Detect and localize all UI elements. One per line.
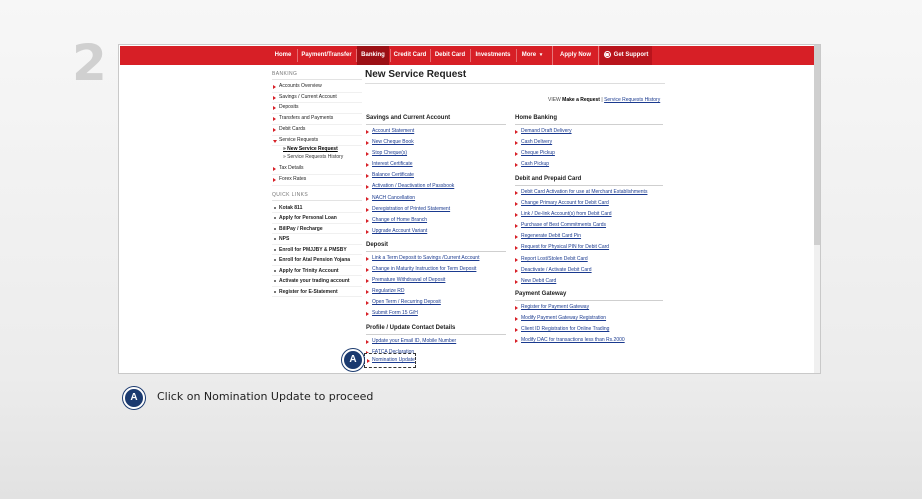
link-maturity-instruction[interactable]: Change in Maturity Instruction for Term Deposit [366, 264, 506, 275]
link-nach-cancellation[interactable]: NACH Cancellation [366, 193, 506, 204]
nav-debit-card[interactable]: Debit Card [434, 52, 466, 58]
scrollbar[interactable] [814, 45, 820, 374]
section-heading: Savings and Current Account [366, 115, 506, 125]
link-modify-dac[interactable]: Modify DAC for transactions less than Rs.2000 [515, 335, 663, 346]
sidebar-item-service-requests[interactable]: Service Requests [272, 136, 362, 147]
quick-link-kotak-811[interactable]: Kotak 811 [272, 203, 362, 214]
sidebar-item-savings-current[interactable]: Savings / Current Account [272, 93, 362, 104]
link-client-id-registration[interactable]: Client ID Registration for Online Trading [515, 324, 663, 335]
sidebar-item-tax-details[interactable]: Tax Details [272, 164, 362, 175]
sidebar-item-transfers-payments[interactable]: Transfers and Payments [272, 114, 362, 125]
page-title: New Service Request [365, 69, 665, 84]
section-debit-prepaid [515, 176, 663, 287]
link-balance-certificate[interactable]: Balance Certificate [366, 170, 506, 181]
link-debit-card-activation[interactable]: Debit Card Activation for use at Merchant Establishments [515, 187, 663, 198]
sidebar-subitem-label: New Service Request [287, 146, 338, 153]
section-savings-current [366, 115, 506, 237]
view-switcher [548, 97, 660, 103]
quick-links-heading: QUICK LINKS [272, 192, 362, 201]
nomination-update-link[interactable]: Nomination Update [364, 353, 416, 368]
instruction-caption: Click on Nomination Update to proceed [157, 390, 374, 403]
link-link-delink-account[interactable]: Link / De-link Account(s) from Debit Card [515, 209, 663, 220]
link-update-email-mobile[interactable]: Update your Email ID, Mobile Number [366, 336, 506, 347]
quick-link-nps[interactable]: NPS [272, 234, 362, 245]
nav-credit-card[interactable]: Credit Card [393, 52, 427, 58]
view-history-link[interactable]: Service Requests History [604, 97, 661, 103]
sidebar-item-debit-cards[interactable]: Debit Cards [272, 125, 362, 136]
section-payment-gateway [515, 291, 663, 346]
link-account-statement[interactable]: Account Statement [366, 126, 506, 137]
link-cash-delivery[interactable]: Cash Delivery [515, 137, 663, 148]
link-regenerate-pin[interactable]: Regenerate Debit Card Pin [515, 231, 663, 242]
view-make-request[interactable]: Make a Request [562, 97, 600, 103]
nav-investments[interactable]: Investments [475, 52, 511, 58]
nav-more-label: More [521, 52, 537, 58]
nav-payment-transfer[interactable]: Payment/Transfer [301, 52, 352, 58]
section-home-banking [515, 115, 663, 170]
browser-screenshot [118, 44, 821, 374]
link-deactivate-card[interactable]: Deactivate / Activate Debit Card [515, 265, 663, 276]
quick-link-trading[interactable]: Activate your trading account [272, 276, 362, 287]
quick-link-personal-loan[interactable]: Apply for Personal Loan [272, 213, 362, 224]
sidebar-subitem-service-history[interactable]: » Service Requests History [283, 153, 344, 160]
sidebar-item-accounts-overview[interactable]: Accounts Overview [272, 82, 362, 93]
left-sidebar [272, 71, 362, 297]
main-content [365, 69, 665, 84]
link-deregistration-statement[interactable]: Deregistration of Printed Statement [366, 204, 506, 215]
apply-now-button[interactable]: Apply Now [552, 46, 599, 65]
link-report-lost-card[interactable]: Report Lost/Stolen Debit Card [515, 254, 663, 265]
link-interest-certificate[interactable]: Interest Certificate [366, 159, 506, 170]
link-premature-withdrawal[interactable]: Premature Withdrawal of Deposit [366, 275, 506, 286]
section-deposit [366, 242, 506, 320]
link-term-deposit-savings[interactable]: Link a Term Deposit to Savings /Current Account [366, 253, 506, 264]
link-change-primary-account[interactable]: Change Primary Account for Debit Card [515, 198, 663, 209]
banking-heading: BANKING [272, 71, 362, 80]
section-heading: Deposit [366, 242, 506, 252]
link-physical-pin[interactable]: Request for Physical PIN for Debit Card [515, 242, 663, 253]
support-icon: ☎ [604, 51, 610, 57]
quick-link-e-statement[interactable]: Register for E-Statement [272, 287, 362, 298]
nav-banking[interactable]: Banking [357, 46, 389, 65]
link-cheque-pickup[interactable]: Cheque Pickup [515, 148, 663, 159]
section-heading: Debit and Prepaid Card [515, 176, 663, 186]
sidebar-item-deposits[interactable]: Deposits [272, 103, 362, 114]
get-support-label: Get Support [613, 52, 649, 58]
nav-more[interactable] [517, 46, 547, 65]
section-heading: Payment Gateway [515, 291, 663, 301]
section-heading: Home Banking [515, 115, 663, 125]
section-heading: Profile / Update Contact Details [366, 325, 506, 335]
link-regularize-rd[interactable]: Regularize RD [366, 286, 506, 297]
quick-link-atal-pension[interactable]: Enroll for Atal Pension Yojana [272, 255, 362, 266]
link-cash-pickup[interactable]: Cash Pickup [515, 159, 663, 170]
top-navbar [120, 46, 815, 65]
link-passbook[interactable]: Activation / Deactivation of Passbook [366, 181, 506, 192]
get-support-button[interactable] [600, 46, 652, 65]
sidebar-item-forex-rates[interactable]: Forex Rates [272, 175, 362, 186]
link-register-payment-gateway[interactable]: Register for Payment Gateway [515, 302, 663, 313]
link-stop-cheques[interactable]: Stop Cheque(s) [366, 148, 506, 159]
chevron-down-icon: ▾ [539, 52, 543, 58]
link-new-cheque-book[interactable]: New Cheque Book [366, 137, 506, 148]
quick-link-billpay[interactable]: BillPay / Recharge [272, 224, 362, 235]
link-purchase-cards[interactable]: Purchase of Best Commitments Cards [515, 220, 663, 231]
link-upgrade-account[interactable]: Upgrade Account Variant [366, 226, 506, 237]
sidebar-subitem-label: Service Requests History [287, 153, 344, 160]
callout-marker: A [342, 349, 364, 371]
link-new-debit-card[interactable]: New Debit Card [515, 276, 663, 287]
nav-home[interactable]: Home [274, 52, 292, 58]
link-open-deposit[interactable]: Open Term / Recurring Deposit [366, 297, 506, 308]
quick-link-pmjjby[interactable]: Enroll for PMJJBY & PMSBY [272, 245, 362, 256]
legend-marker: A [123, 387, 145, 409]
view-label: VIEW [548, 97, 561, 103]
link-form-15gh[interactable]: Submit Form 15 G/H [366, 308, 506, 319]
link-demand-draft[interactable]: Demand Draft Delivery [515, 126, 663, 137]
scrollbar-thumb[interactable] [814, 45, 820, 245]
link-modify-gateway-registration[interactable]: Modify Payment Gateway Registration [515, 313, 663, 324]
step-number: 2 [72, 34, 107, 92]
view-separator: | [601, 97, 603, 103]
sidebar-subitem-new-service-request[interactable]: » New Service Request [283, 146, 338, 153]
link-change-home-branch[interactable]: Change of Home Branch [366, 215, 506, 226]
quick-link-trinity[interactable]: Apply for Trinity Account [272, 266, 362, 277]
